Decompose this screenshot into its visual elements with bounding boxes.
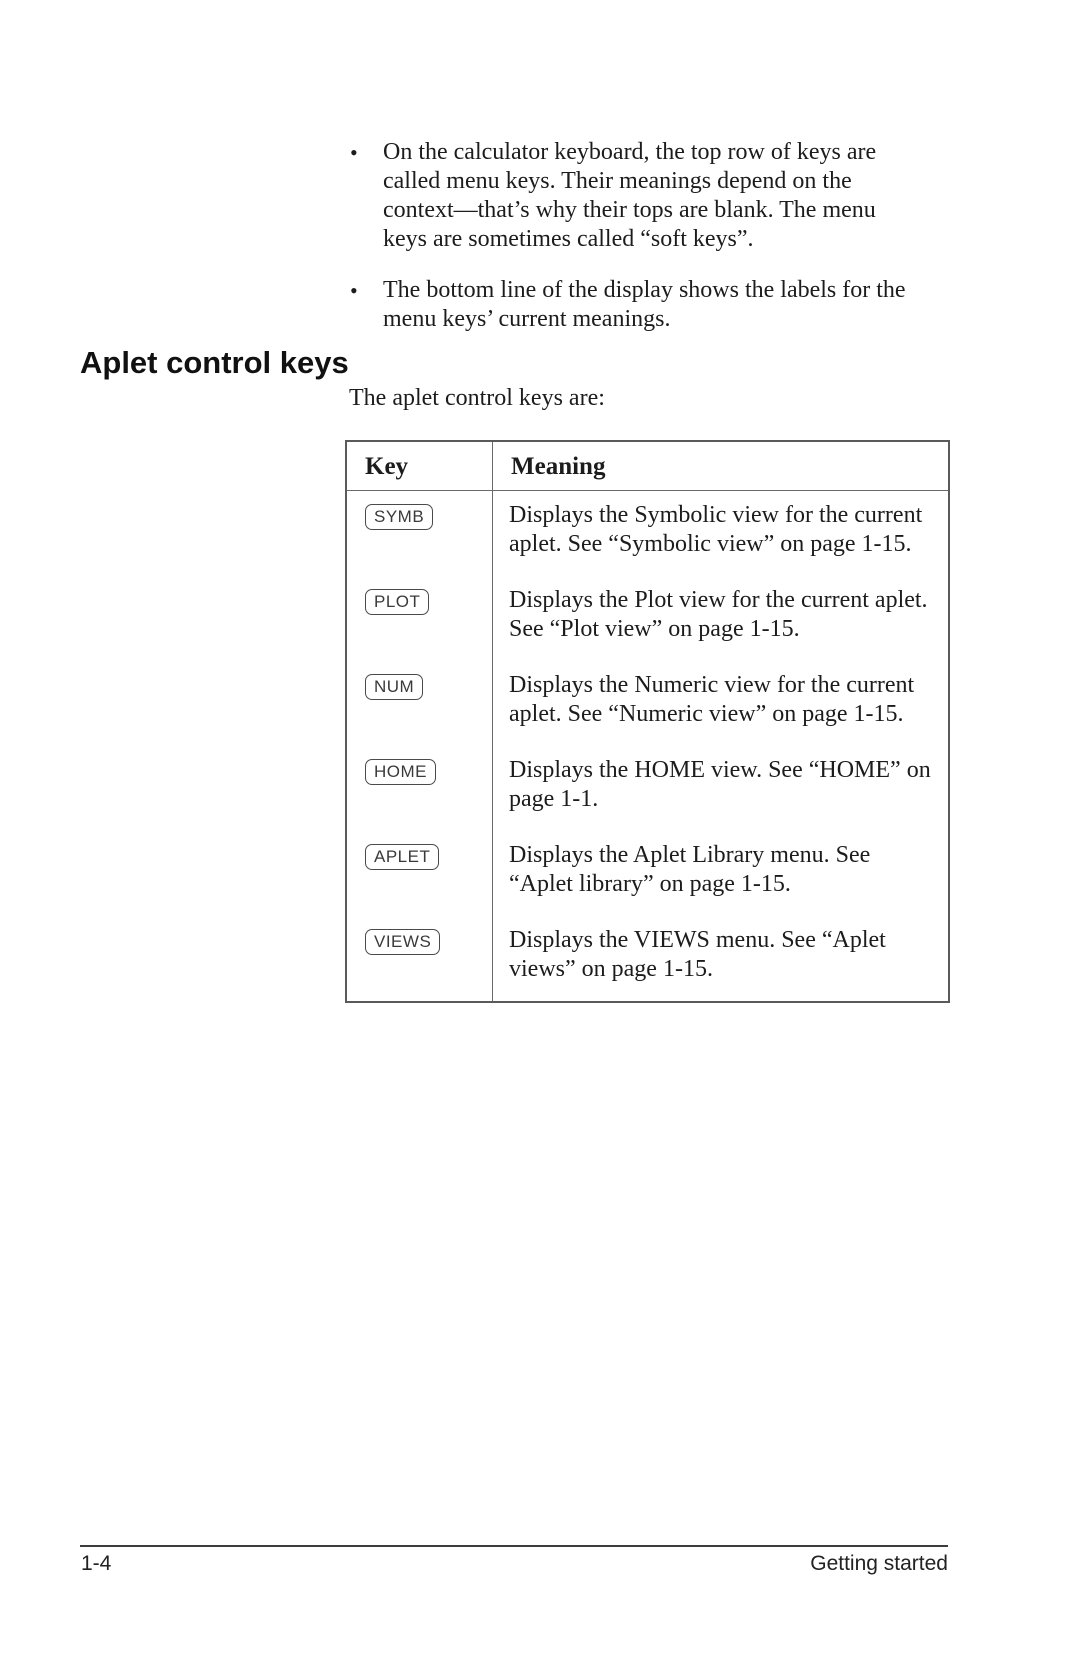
key-cell: [347, 831, 492, 916]
meaning-cell: [492, 491, 948, 576]
meaning-text: Displays the Numeric view for the current aplet. See “Numeric view” on page 1-15.: [509, 672, 915, 727]
table-row: [347, 661, 948, 746]
table-header-row: [347, 442, 948, 491]
key-cell: [347, 661, 492, 746]
intro-text: The aplet control keys are:: [349, 385, 605, 411]
meaning-text: Displays the Aplet Library menu. See “Aplet library” on page 1-15.: [509, 842, 871, 897]
meaning-cell: [492, 661, 948, 746]
table-row: [347, 746, 948, 831]
table-row: [347, 491, 948, 576]
bullet-item: [350, 138, 915, 254]
key-cell: [347, 491, 492, 576]
plot-key: PLOT: [365, 589, 429, 615]
key-cell: [347, 916, 492, 1001]
key-cell: [347, 746, 492, 831]
table-row: [347, 916, 948, 1001]
meaning-text: Displays the Plot view for the current aplet. See “Plot view” on page 1-15.: [509, 587, 928, 642]
page-number: 1-4: [81, 1552, 112, 1575]
meaning-cell: [492, 576, 948, 661]
meaning-cell: [492, 916, 948, 1001]
footer-rule: [80, 1545, 948, 1547]
bullet-text: The bottom line of the display shows the labels for the menu keys’ current meanings.: [383, 277, 906, 332]
symb-key: SYMB: [365, 504, 433, 530]
meaning-cell: [492, 746, 948, 831]
meaning-text: Displays the Symbolic view for the current aplet. See “Symbolic view” on page 1-15.: [509, 502, 923, 557]
table-row: [347, 576, 948, 661]
meaning-text: Displays the HOME view. See “HOME” on page 1-1.: [509, 757, 931, 812]
aplet-control-keys-table: [345, 440, 950, 1003]
key-cell: [347, 576, 492, 661]
meaning-cell: [492, 831, 948, 916]
column-header-key: Key: [347, 442, 492, 491]
bullet-item: [350, 276, 915, 334]
views-key: VIEWS: [365, 929, 440, 955]
num-key: NUM: [365, 674, 423, 700]
meaning-text: Displays the VIEWS menu. See “Aplet views” on page 1-15.: [509, 927, 886, 982]
aplet-key: APLET: [365, 844, 439, 870]
section-heading: Aplet control keys: [80, 345, 349, 380]
home-key: HOME: [365, 759, 436, 785]
column-header-meaning: Meaning: [492, 442, 948, 491]
footer-chapter-title: Getting started: [810, 1552, 948, 1575]
bullet-list: [350, 138, 915, 356]
table-row: [347, 831, 948, 916]
bullet-text: On the calculator keyboard, the top row of keys are called menu keys. Their meanings depend on the context—that’s why their tops are blank. The menu keys are sometimes called “soft keys”.: [383, 139, 877, 252]
